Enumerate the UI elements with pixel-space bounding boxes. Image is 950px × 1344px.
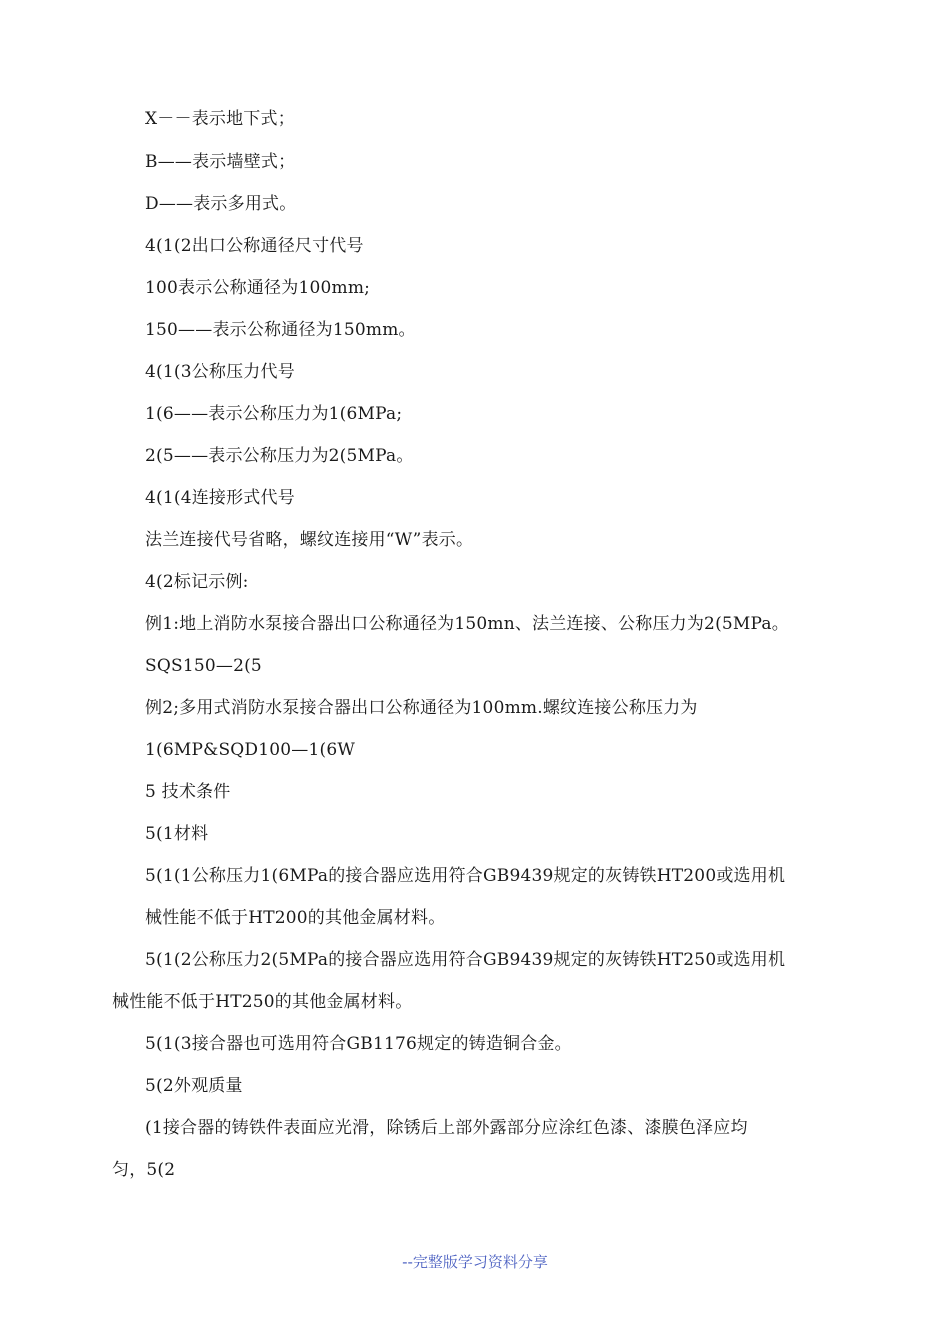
section-heading: 5(2外观质量 — [145, 1076, 243, 1096]
section-heading: 5 技术条件 — [145, 782, 231, 802]
text-line: 150——表示公称通径为150mm。 — [145, 320, 416, 340]
section-heading: 4(2标记示例: — [145, 572, 249, 592]
page-footer: --完整版学习资料分享 — [402, 1253, 548, 1271]
text-line: 5(1(3接合器也可选用符合GB1176规定的铸造铜合金。 — [145, 1034, 572, 1054]
text-line: SQS150—2(5 — [145, 656, 262, 676]
text-line: 2(5——表示公称压力为2(5MPa。 — [145, 446, 414, 466]
section-heading: 4(1(3公称压力代号 — [145, 362, 295, 382]
section-heading: 4(1(4连接形式代号 — [145, 488, 295, 508]
text-line: 5(1(2公称压力2(5MPa的接合器应选用符合GB9439规定的灰铸铁HT250或选用机 — [145, 950, 786, 970]
section-heading: 5(1材料 — [145, 824, 209, 844]
text-line: 械性能不低于HT200的其他金属材料。 — [145, 908, 446, 928]
section-heading: 4(1(2出口公称通径尺寸代号 — [145, 236, 364, 256]
text-line: 匀，5(2 — [112, 1160, 176, 1180]
text-line: D——表示多用式。 — [145, 194, 297, 214]
text-line: 例1:地上消防水泵接合器出口公称通径为150mn、法兰连接、公称压力为2(5MPa。 — [145, 614, 789, 634]
text-line: 100表示公称通径为100mm; — [145, 278, 371, 298]
text-line: 1(6——表示公称压力为1(6MPa; — [145, 404, 403, 424]
text-line: 例2;多用式消防水泵接合器出口公称通径为100mm.螺纹连接公称压力为 — [145, 698, 698, 718]
text-line: 1(6MP&SQD100—1(6W — [145, 740, 356, 760]
text-line: (1接合器的铸铁件表面应光滑，除锈后上部外露部分应涂红色漆、漆膜色泽应均 — [145, 1118, 748, 1138]
text-line: 械性能不低于HT250的其他金属材料。 — [112, 992, 413, 1012]
text-line: X－－表示地下式； — [145, 109, 295, 129]
text-line: 法兰连接代号省略，螺纹连接用“W”表示。 — [145, 530, 474, 550]
text-line: B——表示墙壁式； — [145, 152, 296, 172]
text-line: 5(1(1公称压力1(6MPa的接合器应选用符合GB9439规定的灰铸铁HT200或选用机 — [145, 866, 786, 886]
